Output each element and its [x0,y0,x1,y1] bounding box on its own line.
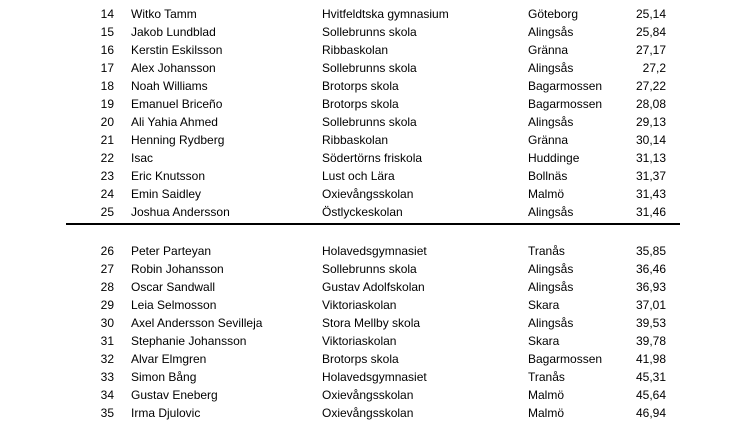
rank-cell: 16 [100,43,114,57]
table-row [0,368,746,386]
name-cell: Jakob Lundblad [131,25,216,39]
school-cell: Viktoriaskolan [322,334,397,348]
school-cell: Oxievångsskolan [322,406,414,420]
name-cell: Emin Saidley [131,187,202,201]
city-cell: Malmö [528,406,565,420]
name-cell: Oscar Sandwall [131,280,216,294]
school-cell: Oxievångsskolan [322,187,414,201]
city-cell: Huddinge [528,151,580,165]
name-cell: Alvar Elmgren [131,352,207,366]
rank-cell: 34 [100,388,114,402]
time-cell: 36,93 [635,280,666,294]
city-cell: Alingsås [528,262,574,276]
city-cell: Gränna [528,43,569,57]
time-cell: 35,85 [635,244,666,258]
school-cell: Hvitfeldtska gymnasium [322,7,449,21]
time-cell: 39,78 [635,334,666,348]
name-cell: Robin Johansson [131,262,224,276]
table-row [0,242,746,260]
time-cell: 31,43 [635,187,666,201]
rank-cell: 35 [100,406,114,420]
city-cell: Skara [528,298,560,312]
city-cell: Bollnäs [528,169,568,183]
table-row [0,314,746,332]
name-cell: Leia Selmosson [131,298,217,312]
rank-cell: 18 [100,79,114,93]
name-cell: Stephanie Johansson [131,334,247,348]
name-cell: Eric Knutsson [131,169,206,183]
name-cell: Irma Djulovic [131,406,201,420]
school-cell: Lust och Lära [322,169,395,183]
city-cell: Göteborg [528,7,579,21]
time-cell: 31,46 [635,205,666,219]
table-row [0,260,746,278]
time-cell: 25,84 [635,25,666,39]
name-cell: Emanuel Briceño [131,97,223,111]
school-cell: Sollebrunns skola [322,115,417,129]
table-row [0,278,746,296]
name-cell: Alex Johansson [131,61,216,75]
table-row [0,167,746,185]
city-cell: Bagarmossen [528,352,603,366]
time-cell: 27,17 [635,43,666,57]
table-row [0,296,746,314]
table-row [0,95,746,113]
school-cell: Brotorps skola [322,352,399,366]
time-cell: 30,14 [635,133,666,147]
table-row [0,77,746,95]
time-cell: 45,31 [635,370,666,384]
qualification-divider [66,223,680,225]
name-cell: Gustav Eneberg [131,388,218,402]
city-cell: Alingsås [528,316,574,330]
name-cell: Kerstin Eskilsson [131,43,223,57]
time-cell: 41,98 [635,352,666,366]
table-row [0,386,746,404]
time-cell: 39,53 [635,316,666,330]
table-row [0,59,746,77]
name-cell: Henning Rydberg [131,133,225,147]
table-row [0,131,746,149]
time-cell: 27,22 [635,79,666,93]
rank-cell: 23 [100,169,114,183]
rank-cell: 25 [100,205,114,219]
school-cell: Oxievångsskolan [322,388,414,402]
school-cell: Södertörns friskola [322,151,423,165]
school-cell: Sollebrunns skola [322,25,417,39]
city-cell: Malmö [528,388,565,402]
name-cell: Isac [131,151,154,165]
rank-cell: 20 [100,115,114,129]
rank-cell: 27 [100,262,114,276]
city-cell: Gränna [528,133,569,147]
rank-cell: 29 [100,298,114,312]
time-cell: 45,64 [635,388,666,402]
time-cell: 27,2 [642,61,666,75]
rank-cell: 28 [100,280,114,294]
time-cell: 28,08 [635,97,666,111]
school-cell: Östlyckeskolan [322,205,403,219]
table-row [0,113,746,131]
table-row [0,203,746,221]
city-cell: Bagarmossen [528,97,603,111]
time-cell: 31,13 [635,151,666,165]
rank-cell: 19 [100,97,114,111]
name-cell: Peter Parteyan [131,244,212,258]
name-cell: Noah Williams [131,79,208,93]
time-cell: 31,37 [635,169,666,183]
time-cell: 29,13 [635,115,666,129]
table-row [0,404,746,422]
rank-cell: 17 [100,61,114,75]
time-cell: 46,94 [635,406,666,420]
city-cell: Skara [528,334,560,348]
rank-cell: 24 [100,187,114,201]
school-cell: Stora Mellby skola [322,316,421,330]
name-cell: Simon Bång [131,370,197,384]
rank-cell: 22 [100,151,114,165]
name-cell: Axel Andersson Sevilleja [131,316,263,330]
city-cell: Bagarmossen [528,79,603,93]
time-cell: 36,46 [635,262,666,276]
time-cell: 25,14 [635,7,666,21]
school-cell: Viktoriaskolan [322,298,397,312]
city-cell: Tranås [528,370,565,384]
rank-cell: 14 [100,7,114,21]
table-row [0,185,746,203]
city-cell: Alingsås [528,25,574,39]
school-cell: Sollebrunns skola [322,61,417,75]
school-cell: Holavedsgymnasiet [322,244,427,258]
name-cell: Ali Yahia Ahmed [131,115,218,129]
school-cell: Ribbaskolan [322,133,389,147]
table-row [0,23,746,41]
city-cell: Alingsås [528,61,574,75]
table-row [0,149,746,167]
rank-cell: 30 [100,316,114,330]
rank-cell: 15 [100,25,114,39]
school-cell: Ribbaskolan [322,43,389,57]
city-cell: Alingsås [528,280,574,294]
rank-cell: 33 [100,370,114,384]
school-cell: Brotorps skola [322,79,399,93]
table-row [0,350,746,368]
table-row [0,5,746,23]
table-row [0,41,746,59]
city-cell: Tranås [528,244,565,258]
school-cell: Sollebrunns skola [322,262,417,276]
city-cell: Alingsås [528,205,574,219]
time-cell: 37,01 [635,298,666,312]
name-cell: Joshua Andersson [131,205,230,219]
name-cell: Witko Tamm [131,7,197,21]
rank-cell: 21 [100,133,114,147]
city-cell: Alingsås [528,115,574,129]
rank-cell: 26 [100,244,114,258]
rank-cell: 32 [100,352,114,366]
rank-cell: 31 [100,334,114,348]
school-cell: Gustav Adolfskolan [322,280,425,294]
city-cell: Malmö [528,187,565,201]
school-cell: Holavedsgymnasiet [322,370,427,384]
table-row [0,332,746,350]
school-cell: Brotorps skola [322,97,399,111]
